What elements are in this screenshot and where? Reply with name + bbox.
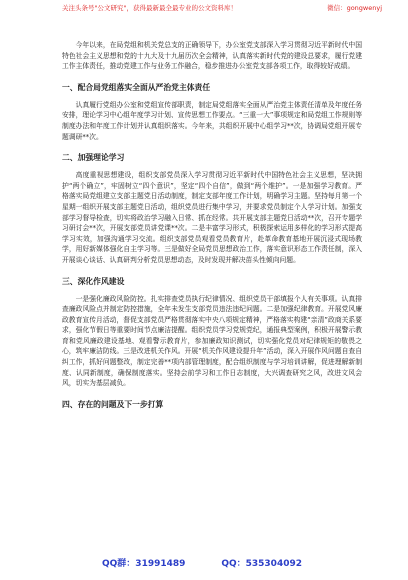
intro-paragraph: 今年以来，在局党组和机关党总支的正确领导下，办公室党支部深入学习贯彻习近平新时代中国特色社会主义思想和党的十九大及十九届历次全会精神，认真落实新时代党的建设总要求，履行党建工作主体责任，推动党建工作与业务工作融合，稳步推进办公室党支部各项工作，取得较好成绩。 (62, 41, 362, 71)
header-watermark (62, 4, 382, 34)
footer-qq: QQ：535304092 (221, 559, 302, 569)
section-1-title: 一、配合局党组落实全面从严治党主体责任 (62, 82, 211, 92)
section-1-paragraph: 认真履行党组办公室和党组宣传部职责，制定局党组落实全面从严治党主体责任清单及年度任务安排，理论学习中心组年度学习计划、宣传思想工作要点。“三重一大”事项规定和局党组工作规则等制度办法和年度工作计划并认真组织落实。今年来，共组织开展中心组学习**次，协调局党组开展专题调研**次。 (62, 100, 362, 141)
section-4-title: 四、存在的问题及下一步打算 (62, 399, 164, 409)
footer-qq-group: QQ群：31991489 (102, 559, 186, 569)
section-2-title: 二、加强理论学习 (62, 153, 125, 163)
section-3-title: 三、深化作风建设 (62, 276, 125, 286)
footer-contact (102, 556, 302, 570)
section-3-paragraph: 一是强化廉政风险防控。扎实排查党员执行纪律情况、组织党员干部填报个人有关事项。认真排查廉政风险点并制定防控措施，全年未发生支部党员违法违纪问题。二是加强纪律教育。开展党风廉政教育宣传月活动，督促支部党员严格贯彻落实中央八项规定精神，严格落实构建“亲清”政商关系要求，强化节假日等重要时间节点廉洁提醒。组织党员学习党规党纪，通报典型案例，积极开展警示教育和党风廉政建设基地、观看警示教育片，参加廉政知识测试，切实强化党员对纪律规矩的敬畏之心，筑牢廉洁防线。三是改进机关作风。开展“机关作风建设提升年”活动，深入开展作风问题自查自纠工作，抓好问题整改，制定完善**项内部管理制度，配合组织制度与学习培训讲解，促进理解新制度、认同新制度，确保制度落实。坚持会前学习和工作日志制度，大兴调查研究之风，改进文风会风，切实为基层减负。 (62, 294, 362, 388)
section-2-paragraph: 高度重视思想建设，组织支部党员深入学习贯彻习近平新时代中国特色社会主义思想，坚决拥护“两个确立”，牢固树立“四个意识”，坚定“四个自信”，做到“两个维护”。一是加强学习教育。严格落实局党组建立支部主题党日活动制度，制定支部年度工作计划，明确学习主题。坚持每月第一个星期一组织开展支部主题党日活动，组织党员进行集中学习，并要求党员制定个人学习计划。加强支部学习督导检查，切实将政治学习融入日常、抓在经常。共开展支部主题党日活动**次，召开专题学习研讨会**次，开展支部党员讲党课**次。二是丰富学习形式，积极探索运用多样化的学习形式提高学习实效，加强沟通学习交流。组织支部党员观看党员教育片，赴革命教育基地开展沉浸式现场教学，用好新媒体强化自主学习等。三是做好全局党员思想政治工作，落实意识形态工作责任制，深入开展谈心谈话、认真研判分析党员思想动态，及时发现并解决苗头性倾向问题。 (62, 171, 362, 264)
document-body (62, 40, 362, 417)
header-promo-text: 关注头条号"公文研究"，获得最新最全最专业的公文资料库！ (62, 4, 237, 12)
header-wechat-text: 微信：gongwenyj (327, 4, 382, 12)
